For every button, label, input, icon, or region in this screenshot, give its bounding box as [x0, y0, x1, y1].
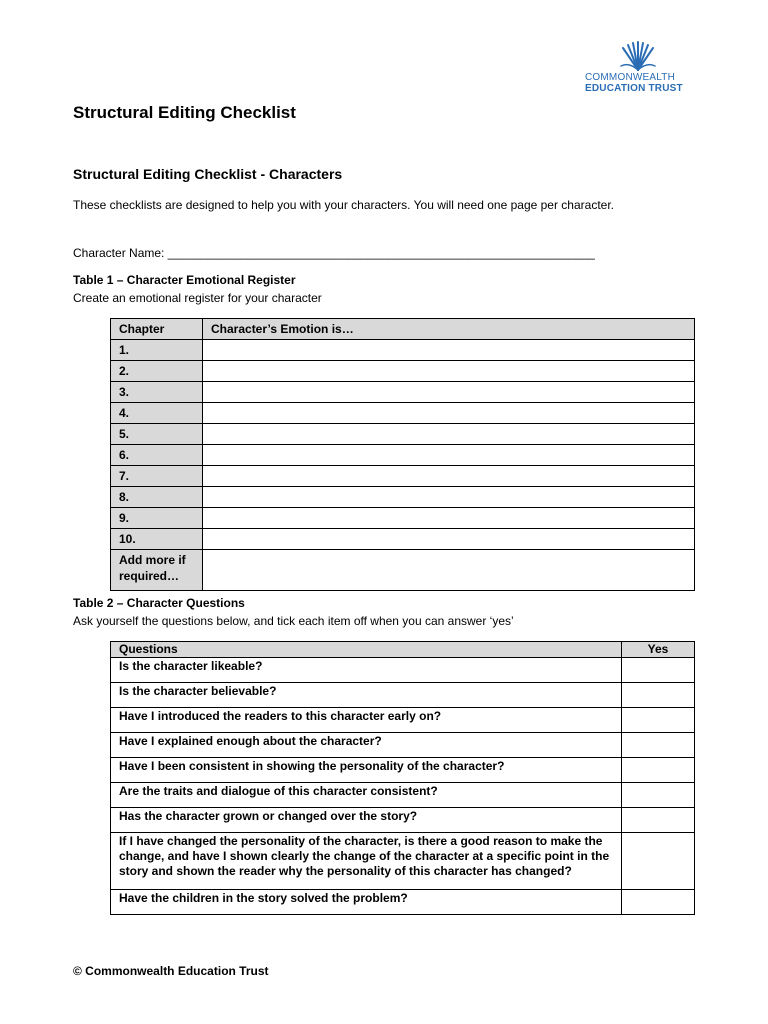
yes-checkbox-cell[interactable]: [622, 890, 695, 915]
table-row: [111, 361, 695, 382]
header-yes: Yes: [622, 642, 695, 658]
chapter-cell: 9.: [111, 508, 203, 529]
yes-checkbox-cell[interactable]: [622, 658, 695, 683]
character-name-field[interactable]: Character Name: ________________________________________________________________: [73, 246, 595, 260]
table-row: [111, 733, 695, 758]
table-row: [111, 683, 695, 708]
table-row: [111, 758, 695, 783]
chapter-cell: 10.: [111, 529, 203, 550]
yes-checkbox-cell[interactable]: [622, 733, 695, 758]
emotional-register-table: [110, 318, 695, 591]
yes-checkbox-cell[interactable]: [622, 683, 695, 708]
table-row: [111, 808, 695, 833]
intro-text: These checklists are designed to help you with your characters. You will need one page per character.: [73, 198, 614, 212]
chapter-cell: 3.: [111, 382, 203, 403]
table-row: [111, 890, 695, 915]
emotion-cell[interactable]: [203, 361, 695, 382]
emotion-cell[interactable]: [203, 550, 695, 591]
table-row: [111, 783, 695, 808]
table-row: [111, 708, 695, 733]
sunburst-book-icon: [603, 40, 673, 72]
question-cell: Have the children in the story solved the problem?: [111, 890, 622, 915]
chapter-cell: 1.: [111, 340, 203, 361]
table-row: [111, 424, 695, 445]
question-cell: Are the traits and dialogue of this character consistent?: [111, 783, 622, 808]
table-row: [111, 550, 695, 591]
chapter-cell: 5.: [111, 424, 203, 445]
question-cell: Is the character believable?: [111, 683, 622, 708]
footer-copyright: © Commonwealth Education Trust: [73, 964, 269, 978]
table2-title: Table 2 – Character Questions: [73, 596, 245, 610]
table-row: [111, 508, 695, 529]
section-title: Structural Editing Checklist - Characters: [73, 166, 343, 182]
table-row: [111, 487, 695, 508]
emotion-cell[interactable]: [203, 508, 695, 529]
chapter-cell: 2.: [111, 361, 203, 382]
question-cell: If I have changed the personality of the character, is there a good reason to make the change, and have I shown clearly the change of the character at a specific point in the story and shown the reader why the personality of this character has changed?: [111, 833, 622, 890]
logo: [585, 40, 695, 100]
emotion-cell[interactable]: [203, 445, 695, 466]
question-cell: Have I introduced the readers to this character early on?: [111, 708, 622, 733]
emotion-cell[interactable]: [203, 487, 695, 508]
chapter-cell: 4.: [111, 403, 203, 424]
yes-checkbox-cell[interactable]: [622, 833, 695, 890]
question-cell: Have I been consistent in showing the personality of the character?: [111, 758, 622, 783]
table1-title: Table 1 – Character Emotional Register: [73, 273, 296, 287]
chapter-cell: 7.: [111, 466, 203, 487]
table-row: [111, 529, 695, 550]
logo-text-line2: EDUCATION TRUST: [585, 83, 683, 94]
emotion-cell[interactable]: [203, 340, 695, 361]
header-chapter: Chapter: [111, 319, 203, 340]
question-cell: Have I explained enough about the character?: [111, 733, 622, 758]
header-emotion: Character’s Emotion is…: [203, 319, 695, 340]
table-header-row: [111, 642, 695, 658]
emotion-cell[interactable]: [203, 466, 695, 487]
table-row: [111, 403, 695, 424]
yes-checkbox-cell[interactable]: [622, 758, 695, 783]
yes-checkbox-cell[interactable]: [622, 783, 695, 808]
chapter-cell: 6.: [111, 445, 203, 466]
emotion-cell[interactable]: [203, 424, 695, 445]
yes-checkbox-cell[interactable]: [622, 708, 695, 733]
table-header-row: [111, 319, 695, 340]
yes-checkbox-cell[interactable]: [622, 808, 695, 833]
logo-text-line1: COMMONWEALTH: [585, 72, 675, 83]
table-row: [111, 466, 695, 487]
table-row: [111, 658, 695, 683]
chapter-cell: 8.: [111, 487, 203, 508]
table-row: [111, 833, 695, 890]
emotion-cell[interactable]: [203, 529, 695, 550]
chapter-cell: Add more if required…: [111, 550, 203, 591]
header-questions: Questions: [111, 642, 622, 658]
table-row: [111, 340, 695, 361]
question-cell: Is the character likeable?: [111, 658, 622, 683]
table-row: [111, 382, 695, 403]
table1-description: Create an emotional register for your character: [73, 291, 322, 305]
emotion-cell[interactable]: [203, 403, 695, 424]
table2-description: Ask yourself the questions below, and tick each item off when you can answer ‘yes’: [73, 614, 514, 628]
question-cell: Has the character grown or changed over the story?: [111, 808, 622, 833]
table-row: [111, 445, 695, 466]
character-questions-table: [110, 641, 695, 915]
emotion-cell[interactable]: [203, 382, 695, 403]
document-title: Structural Editing Checklist: [73, 103, 296, 122]
